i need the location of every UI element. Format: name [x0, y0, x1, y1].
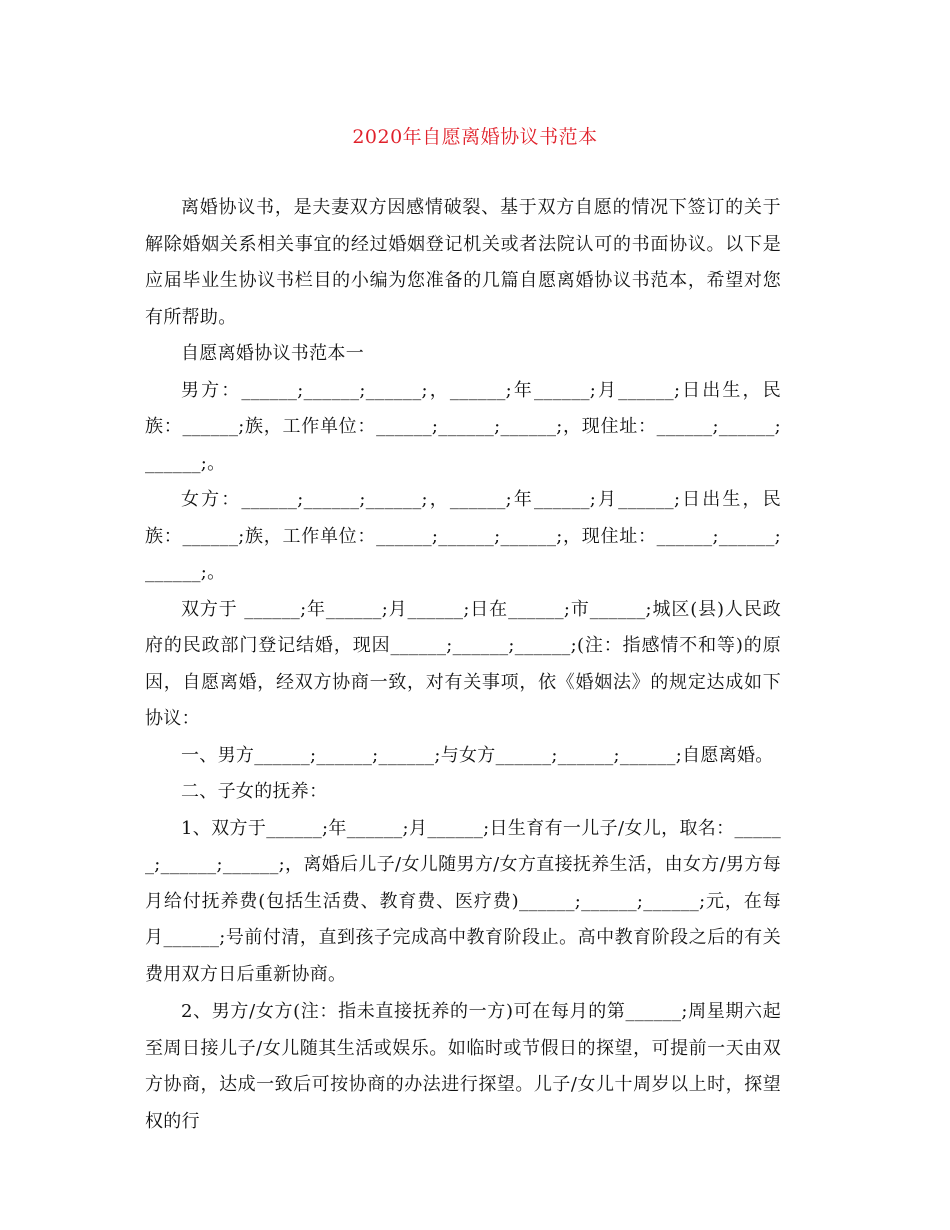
- clause-one-paragraph: 一、男方______;______;______;与女方______;______;______;自愿离婚。: [181, 744, 774, 766]
- visitation-paragraph: 2、男方/女方(注：指未直接抚养的一方)可在每月的第______;周星期六起至周日接儿子/女儿随其生活或娱乐。如临时或节假日的探望，可提前一天由双方协商，达成一致后可按协商的办法进行探望。儿子/女儿十周岁以上时，探望权的行: [145, 1001, 781, 1132]
- clause-two-heading: 二、子女的抚养：: [181, 781, 328, 802]
- section-heading: 自愿离婚协议书范本一: [181, 343, 364, 364]
- intro-paragraph: 离婚协议书，是夫妻双方因感情破裂、基于双方自愿的情况下签订的关于解除婚姻关系相关事宜的经过婚姻登记机关或者法院认可的书面协议。以下是应届毕业生协议书栏目的小编为您准备的几篇自愿离婚协议书范本，希望对您有所帮助。: [145, 197, 781, 328]
- female-party-paragraph: 女方：______;______;______;，______;年______;月______;日出生，民族：______;族，工作单位：______;______;______;，现住址：______;______;______;。: [145, 489, 781, 583]
- custody-paragraph: 1、双方于______;年______;月______;日生育有一儿子/女儿，取名：______;______;______;，离婚后儿子/女儿随男方/女方直接抚养生活，由女方/男方每月给付抚养费(包括生活费、教育费、医疗费)______;______;______;元，在每月______;号前付清，直到孩子完成高中教育阶段止。高中教育阶段之后的有关费用双方日后重新协商。: [145, 817, 781, 985]
- marriage-registration-paragraph: 双方于 ______;年______;月______;日在______;市______;城区(县)人民政府的民政部门登记结婚，现因______;______;______;(注：指感情不和等)的原因，自愿离婚，经双方协商一致，对有关事项，依《婚姻法》的规定达成如下协议：: [145, 598, 781, 729]
- document-body: [145, 190, 781, 1140]
- male-party-paragraph: 男方：______;______;______;，______;年______;月______;日出生，民族：______;族，工作单位：______;______;______;，现住址：______;______;______;。: [145, 379, 781, 474]
- document-title: 2020年自愿离婚协议书范本: [352, 126, 598, 148]
